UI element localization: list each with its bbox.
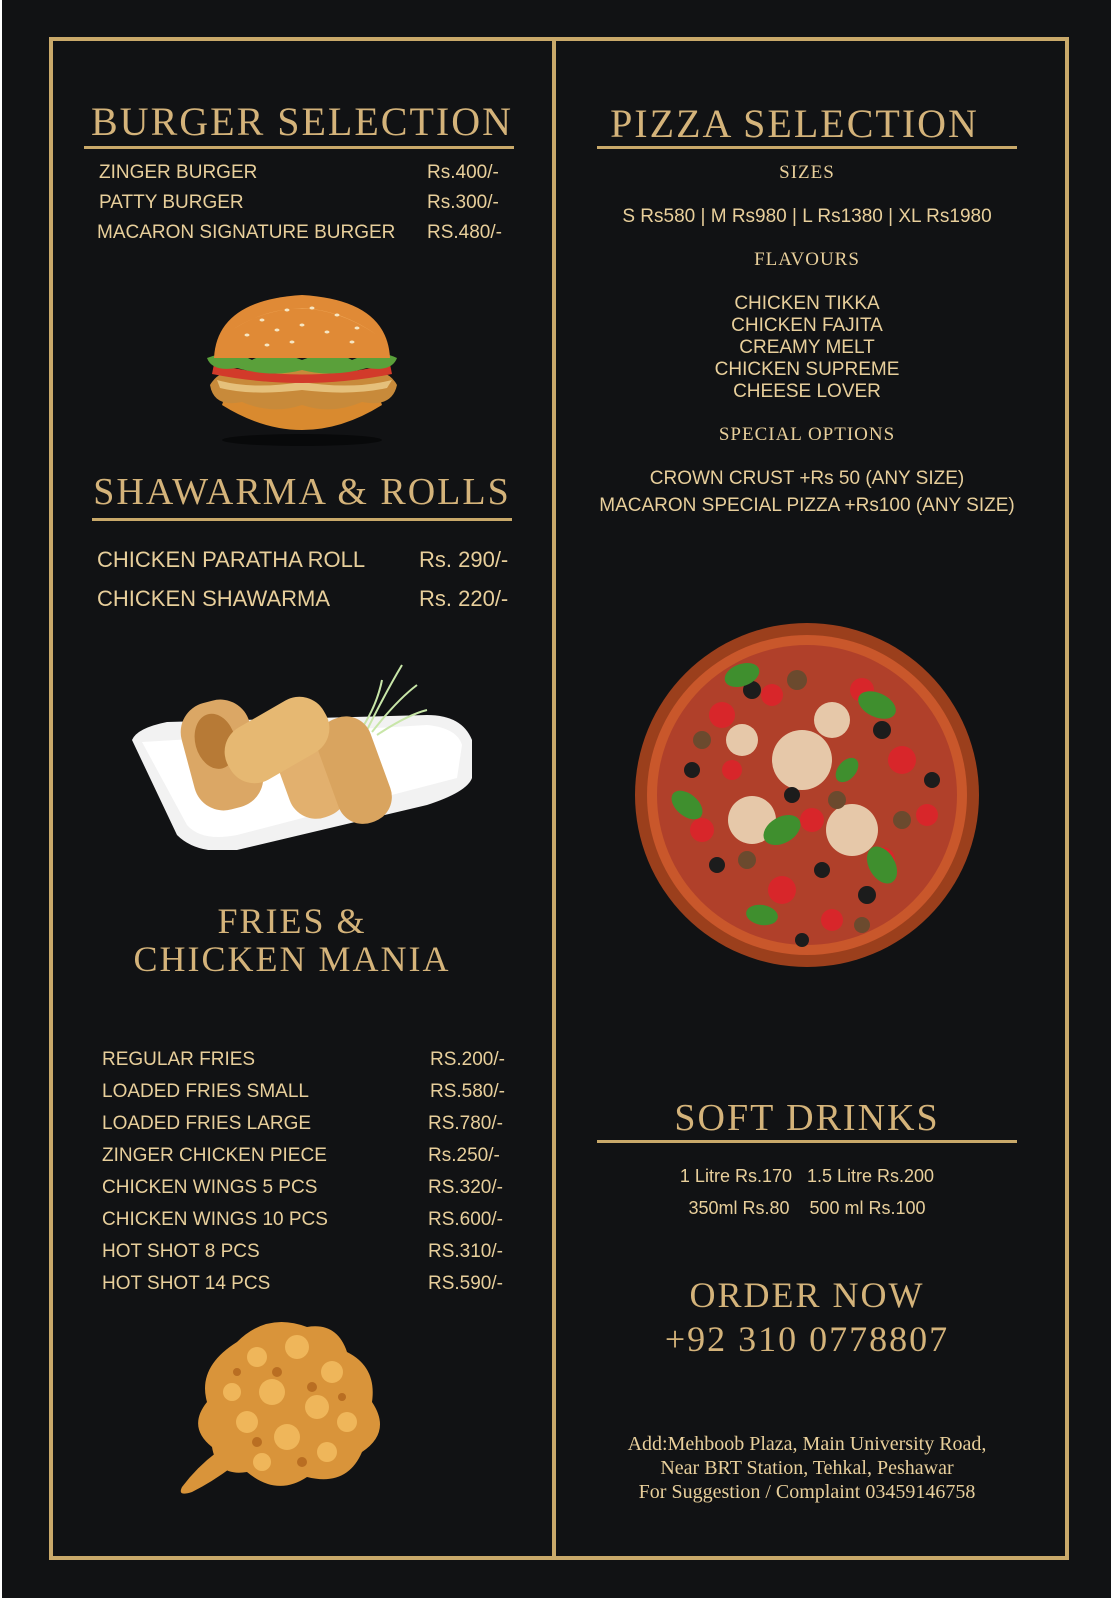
pizza-flavours-label: FLAVOURS <box>754 249 860 270</box>
pizza-flavour-item: CHICKEN FAJITA <box>731 315 883 336</box>
shawarma-section-title: SHAWARMA & ROLLS <box>93 471 511 513</box>
menu-item-name: HOT SHOT 14 PCS <box>102 1273 271 1294</box>
menu-page <box>2 0 1111 1598</box>
order-phone-number: +92 310 0778807 <box>664 1319 950 1359</box>
fries-section-title-line1: FRIES & <box>217 901 367 941</box>
menu-item-price: Rs. 220/- <box>419 586 509 611</box>
column-divider <box>552 41 556 1556</box>
menu-item-name: CHICKEN SHAWARMA <box>97 586 331 611</box>
menu-item-name: LOADED FRIES LARGE <box>102 1113 312 1134</box>
address-line-1: Add:Mehboob Plaza, Main University Road, <box>627 1433 987 1455</box>
menu-item-price: RS.310/- <box>428 1241 503 1262</box>
pizza-flavour-item: CHICKEN TIKKA <box>734 293 880 314</box>
address-line-2: Near BRT Station, Tehkal, Peshawar <box>660 1457 954 1479</box>
pizza-sizes: S Rs580 | M Rs980 | L Rs1380 | XL Rs1980 <box>622 206 992 227</box>
pizza-flavour-item: CHICKEN SUPREME <box>714 359 900 380</box>
menu-item-name: CHICKEN PARATHA ROLL <box>97 547 366 572</box>
menu-item-price: Rs.250/- <box>428 1145 500 1166</box>
pizza-special-item: CROWN CRUST +Rs 50 (ANY SIZE) <box>649 468 965 489</box>
menu-item-price: RS.580/- <box>430 1081 505 1102</box>
burger-section-title: BURGER SELECTION <box>91 99 513 144</box>
drinks-section-title: SOFT DRINKS <box>674 1097 940 1139</box>
drinks-line-1: 1 Litre Rs.170 1.5 Litre Rs.200 <box>679 1166 935 1186</box>
menu-item-name: ZINGER BURGER <box>99 162 258 183</box>
menu-item-price: RS.600/- <box>428 1209 503 1230</box>
menu-item-price: RS.480/- <box>427 222 502 243</box>
menu-item-name: REGULAR FRIES <box>102 1049 256 1070</box>
menu-item-name: CHICKEN WINGS 5 PCS <box>102 1177 318 1198</box>
menu-item-price: RS.200/- <box>430 1049 505 1070</box>
shawarma-title-rule <box>92 518 512 521</box>
pizza-special-item: MACARON SPECIAL PIZZA +Rs100 (ANY SIZE) <box>599 495 1015 516</box>
menu-item-price: RS.780/- <box>428 1113 503 1134</box>
burger-title-rule <box>84 146 514 149</box>
order-now-title: ORDER NOW <box>689 1275 925 1315</box>
menu-item-price: Rs. 290/- <box>419 547 509 572</box>
menu-item-price: RS.320/- <box>428 1177 503 1198</box>
fries-section-title-line2: CHICKEN MANIA <box>133 939 451 979</box>
menu-item-name: MACARON SIGNATURE BURGER <box>97 222 396 243</box>
pizza-flavour-item: CHEESE LOVER <box>733 381 881 402</box>
spring-rolls-image <box>127 660 487 850</box>
menu-item-name: LOADED FRIES SMALL <box>102 1081 309 1102</box>
menu-item-name: HOT SHOT 8 PCS <box>102 1241 260 1262</box>
pizza-title-rule <box>597 146 1017 149</box>
drinks-line-2: 350ml Rs.80 500 ml Rs.100 <box>688 1198 926 1218</box>
menu-item-name: CHICKEN WINGS 10 PCS <box>102 1209 328 1230</box>
menu-item-name: ZINGER CHICKEN PIECE <box>102 1145 327 1166</box>
fried-chicken-image <box>177 1312 407 1502</box>
pizza-section-title: PIZZA SELECTION <box>610 101 979 146</box>
pizza-sizes-label: SIZES <box>779 162 835 183</box>
pizza-flavour-item: CREAMY MELT <box>739 337 875 358</box>
burger-image <box>192 290 412 450</box>
menu-item-price: RS.590/- <box>428 1273 503 1294</box>
pizza-image <box>632 620 982 970</box>
menu-item-name: PATTY BURGER <box>99 192 244 213</box>
menu-item-price: Rs.300/- <box>427 192 499 213</box>
pizza-special-label: SPECIAL OPTIONS <box>718 424 896 445</box>
menu-item-price: Rs.400/- <box>427 162 499 183</box>
drinks-title-rule <box>597 1140 1017 1143</box>
complaint-line: For Suggestion / Complaint 03459146758 <box>638 1481 976 1503</box>
